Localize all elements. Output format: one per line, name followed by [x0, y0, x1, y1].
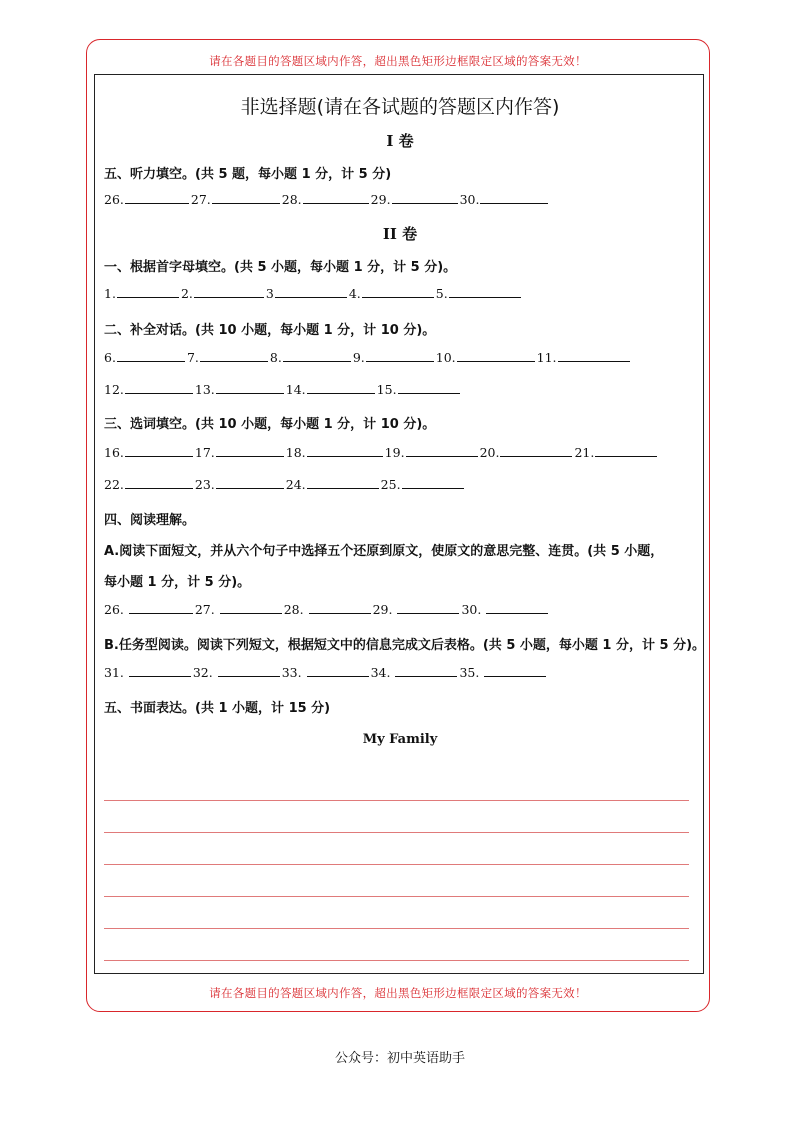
blank-underline[interactable]: [595, 455, 657, 457]
blank-underline[interactable]: [220, 612, 282, 614]
answer-blank[interactable]: [187, 350, 268, 365]
writing-line[interactable]: [104, 800, 689, 801]
writing-line[interactable]: [104, 960, 689, 961]
blank-number: 6.: [104, 350, 116, 365]
reading-a-blanks-row: [104, 602, 550, 617]
blank-underline[interactable]: [309, 612, 371, 614]
blank-number: 5.: [435, 286, 448, 301]
blank-underline[interactable]: [362, 296, 434, 298]
blank-number: 26.: [104, 192, 124, 207]
blank-underline[interactable]: [307, 455, 383, 457]
answer-blank[interactable]: [282, 192, 369, 207]
blank-underline[interactable]: [216, 487, 284, 489]
blank-number: 28.: [283, 602, 308, 617]
reading-b-instructions: B.任务型阅读。阅读下列短文，根据短文中的信息完成文后表格。(共 5 小题，每小题 1 分，计 5 分)。: [104, 638, 706, 653]
blank-underline[interactable]: [480, 202, 548, 204]
essay-title: My Family: [362, 732, 438, 747]
blank-underline[interactable]: [307, 675, 369, 677]
blank-underline[interactable]: [212, 202, 280, 204]
answer-blank[interactable]: [385, 445, 478, 460]
answer-blank[interactable]: [104, 192, 189, 207]
answer-blank[interactable]: [104, 382, 193, 397]
reading-a-instructions-line-1: A.阅读下面短文，并从六个句子中选择五个还原到原文，使原文的意思完整、连贯。(共 5 小题，: [104, 544, 664, 559]
answer-blank[interactable]: [371, 665, 458, 680]
blank-underline[interactable]: [194, 296, 264, 298]
blank-underline[interactable]: [200, 360, 268, 362]
blank-number: 9.: [352, 350, 365, 365]
blank-number: 4.: [348, 286, 361, 301]
blank-underline[interactable]: [486, 612, 548, 614]
blank-number: 8.: [269, 350, 282, 365]
blank-underline[interactable]: [218, 675, 280, 677]
answer-blank[interactable]: [104, 602, 193, 617]
answer-notice-top: 请在各题目的答题区域内作答，超出黑色矩形边框限定区域的答案无效！: [209, 54, 587, 68]
writing-line[interactable]: [104, 928, 689, 929]
blank-number: 13.: [194, 382, 215, 397]
answer-blank[interactable]: [461, 602, 548, 617]
writing-line[interactable]: [104, 896, 689, 897]
word-choice-blanks-row-2: [104, 477, 466, 492]
section-reading-heading: 四、阅读理解。: [104, 513, 196, 528]
blank-number: 25.: [380, 477, 401, 492]
blank-number: 35.: [459, 665, 484, 680]
blank-underline[interactable]: [216, 455, 284, 457]
blank-underline[interactable]: [398, 392, 460, 394]
blank-number: 19.: [384, 445, 405, 460]
answer-blank[interactable]: [286, 382, 375, 397]
blank-number: 11.: [536, 350, 557, 365]
blank-number: 31.: [104, 665, 128, 680]
blank-underline[interactable]: [216, 392, 284, 394]
word-choice-blanks-row-1: [104, 445, 659, 460]
blank-number: 18.: [285, 445, 306, 460]
blank-underline[interactable]: [484, 675, 546, 677]
blank-underline[interactable]: [303, 202, 369, 204]
blank-number: 29.: [370, 192, 391, 207]
blank-underline[interactable]: [307, 392, 375, 394]
answer-blank[interactable]: [460, 192, 549, 207]
writing-line[interactable]: [104, 832, 689, 833]
blank-number: 27.: [194, 602, 219, 617]
blank-number: 32.: [192, 665, 217, 680]
blank-number: 30.: [459, 192, 480, 207]
answer-blank[interactable]: [371, 192, 458, 207]
blank-number: 29.: [372, 602, 397, 617]
answer-blank[interactable]: [266, 286, 347, 301]
volume-2-heading: II 卷: [382, 225, 418, 243]
blank-number: 26.: [104, 602, 128, 617]
answer-blank[interactable]: [459, 665, 546, 680]
answer-blank[interactable]: [349, 286, 434, 301]
answer-blank[interactable]: [286, 477, 379, 492]
blank-number: 17.: [194, 445, 215, 460]
answer-blank[interactable]: [284, 602, 371, 617]
answer-blank[interactable]: [282, 665, 369, 680]
blank-underline[interactable]: [395, 675, 457, 677]
answer-blank[interactable]: [373, 602, 460, 617]
answer-blank[interactable]: [193, 665, 280, 680]
dialogue-blanks-row-1: [104, 350, 632, 365]
blank-underline[interactable]: [366, 360, 434, 362]
footer-account: 公众号：初中英语助手: [334, 1051, 465, 1066]
initial-letter-blanks-row: [104, 286, 523, 301]
blank-underline[interactable]: [129, 612, 193, 614]
answer-blank[interactable]: [537, 350, 630, 365]
reading-b-blanks-row: [104, 665, 548, 680]
blank-number: 20.: [479, 445, 500, 460]
blank-underline[interactable]: [457, 360, 535, 362]
blank-underline[interactable]: [125, 487, 193, 489]
answer-blank[interactable]: [104, 665, 191, 680]
blank-underline[interactable]: [125, 202, 189, 204]
answer-blank[interactable]: [574, 445, 657, 460]
blank-underline[interactable]: [125, 455, 193, 457]
blank-number: 33.: [281, 665, 306, 680]
answer-blank[interactable]: [270, 350, 351, 365]
section-word-choice-heading: 三、选词填空。(共 10 小题，每小题 1 分，计 10 分)。: [104, 417, 436, 432]
blank-underline[interactable]: [117, 360, 185, 362]
blank-number: 30.: [461, 602, 486, 617]
listening-blanks-row: [104, 192, 550, 207]
blank-underline[interactable]: [275, 296, 347, 298]
blank-underline[interactable]: [117, 296, 179, 298]
reading-a-instructions-line-2: 每小题 1 分，计 5 分)。: [104, 575, 251, 590]
blank-number: 10.: [435, 350, 456, 365]
section-initial-letter-heading: 一、根据首字母填空。(共 5 小题，每小题 1 分，计 5 分)。: [104, 260, 457, 275]
answer-blank[interactable]: [195, 382, 284, 397]
answer-notice-bottom: 请在各题目的答题区域内作答，超出黑色矩形边框限定区域的答案无效！: [209, 986, 587, 1000]
dialogue-blanks-row-2: [104, 382, 462, 397]
blank-underline[interactable]: [283, 360, 351, 362]
blank-underline[interactable]: [449, 296, 521, 298]
answer-blank[interactable]: [195, 477, 284, 492]
answer-blank[interactable]: [104, 445, 193, 460]
answer-blank[interactable]: [181, 286, 264, 301]
blank-number: 15.: [376, 382, 397, 397]
blank-number: 3: [265, 286, 274, 301]
blank-number: 14.: [285, 382, 306, 397]
answer-blank[interactable]: [436, 350, 535, 365]
answer-blank[interactable]: [104, 477, 193, 492]
blank-underline[interactable]: [558, 360, 630, 362]
answer-blank[interactable]: [436, 286, 521, 301]
section-listening-heading: 五、听力填空。(共 5 题，每小题 1 分，计 5 分): [104, 167, 392, 182]
blank-number: 23.: [194, 477, 215, 492]
volume-1-heading: I 卷: [386, 132, 414, 150]
blank-underline[interactable]: [406, 455, 478, 457]
blank-number: 21.: [574, 445, 595, 460]
blank-number: 34.: [370, 665, 395, 680]
section-writing-heading: 五、书面表达。(共 1 小题，计 15 分): [104, 701, 331, 716]
answer-blank[interactable]: [191, 192, 280, 207]
answer-blank[interactable]: [195, 602, 282, 617]
blank-underline[interactable]: [397, 612, 459, 614]
blank-number: 1.: [104, 286, 116, 301]
blank-underline[interactable]: [500, 455, 572, 457]
blank-number: 12.: [104, 382, 124, 397]
blank-underline[interactable]: [392, 202, 458, 204]
blank-number: 28.: [281, 192, 302, 207]
blank-underline[interactable]: [307, 487, 379, 489]
blank-underline[interactable]: [129, 675, 191, 677]
answer-blank[interactable]: [353, 350, 434, 365]
blank-number: 2.: [180, 286, 193, 301]
blank-number: 7.: [186, 350, 199, 365]
answer-blank[interactable]: [286, 445, 383, 460]
answer-blank[interactable]: [104, 350, 185, 365]
answer-blank[interactable]: [195, 445, 284, 460]
answer-blank[interactable]: [104, 286, 179, 301]
page-title: 非选择题(请在各试题的答题区内作答): [240, 96, 560, 118]
blank-underline[interactable]: [402, 487, 464, 489]
blank-number: 22.: [104, 477, 124, 492]
blank-number: 16.: [104, 445, 124, 460]
answer-blank[interactable]: [381, 477, 464, 492]
answer-blank[interactable]: [377, 382, 460, 397]
blank-underline[interactable]: [125, 392, 193, 394]
writing-line[interactable]: [104, 864, 689, 865]
answer-blank[interactable]: [480, 445, 573, 460]
blank-number: 24.: [285, 477, 306, 492]
section-dialogue-heading: 二、补全对话。(共 10 小题，每小题 1 分，计 10 分)。: [104, 323, 436, 338]
blank-number: 27.: [190, 192, 211, 207]
